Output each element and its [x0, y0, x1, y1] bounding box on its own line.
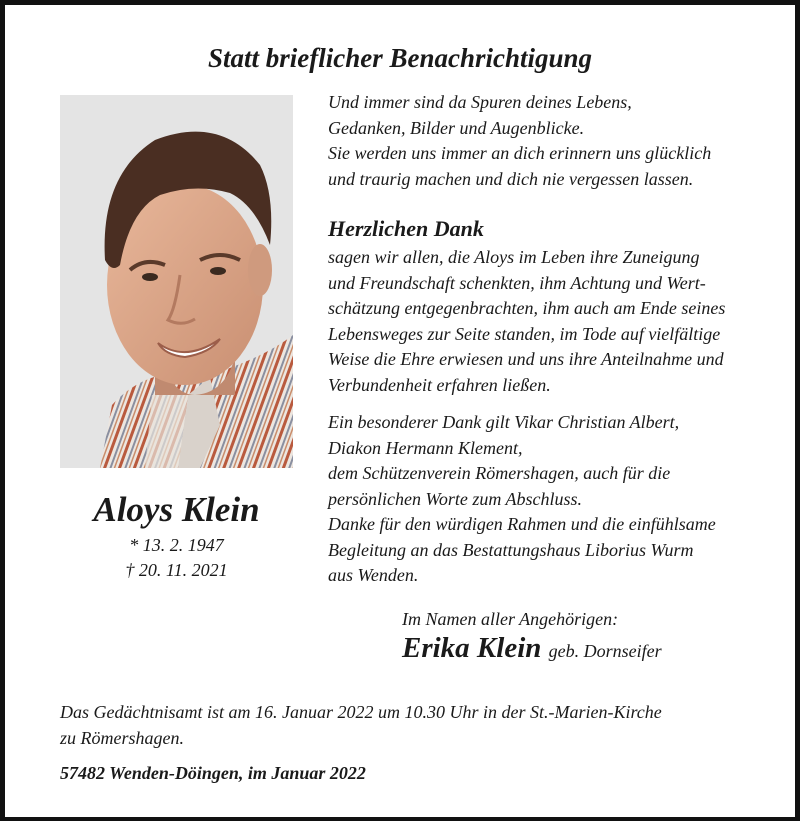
poem-line: Und immer sind da Spuren deines Lebens, — [328, 92, 632, 112]
thanks-line: sagen wir allen, die Aloys im Leben ihre Zuneigung — [328, 247, 700, 267]
birth-date: * 13. 2. 1947 — [129, 535, 224, 555]
portrait-photo — [60, 95, 293, 468]
thanks-line: Verbundenheit erfahren ließen. — [328, 374, 551, 395]
special-thanks-line: Begleitung an das Bestattungshaus Liborius Wurm — [328, 539, 694, 560]
thanks-heading: Herzlichen Dank — [328, 216, 484, 241]
signer-maiden-name: geb. Dornseifer — [548, 641, 662, 661]
poem-line: Gedanken, Bilder und Augenblicke. — [328, 117, 585, 138]
headline: Statt brieflicher Benachrichtigung — [207, 43, 593, 73]
thanks-line: schätzung entgegenbrachten, ihm auch am Ende seines — [328, 298, 726, 318]
signer — [402, 632, 662, 665]
thanks-line: Weise die Ehre erwiesen und uns ihre Anteilnahme und — [328, 349, 724, 369]
deceased-name: Aloys Klein — [93, 490, 260, 529]
death-date: † 20. 11. 2021 — [125, 560, 228, 580]
special-thanks-line: persönlichen Worte zum Abschluss. — [328, 488, 582, 509]
poem-line: Sie werden uns immer an dich erinnern uns glücklich — [328, 143, 712, 163]
signed-intro: Im Namen aller Angehörigen: — [402, 609, 619, 629]
special-thanks-line: Danke für den würdigen Rahmen und die einfühlsame — [328, 514, 716, 534]
thanks-line: und Freundschaft schenkten, ihm Achtung und Wert- — [328, 272, 706, 293]
memorial-line: zu Römershagen. — [60, 727, 184, 748]
memorial-line: Das Gedächtnisamt ist am 16. Januar 2022 um 10.30 Uhr in der St.-Marien-Kirche — [60, 702, 662, 722]
portrait-illustration — [60, 95, 293, 468]
thanks-text — [328, 245, 725, 398]
thanks-line: Lebensweges zur Seite standen, im Tode auf vielfältige — [328, 323, 721, 344]
poem — [328, 90, 711, 192]
special-thanks-line: dem Schützenverein Römershagen, auch für die — [328, 463, 671, 483]
poem-line: und traurig machen und dich nie vergessen lassen. — [328, 168, 694, 189]
place-date: 57482 Wenden-Döingen, im Januar 2022 — [60, 763, 366, 783]
special-thanks-line: Ein besonderer Dank gilt Vikar Christian Albert, — [328, 412, 680, 432]
memorial-mass-info — [60, 700, 662, 751]
special-thanks-line: aus Wenden. — [328, 565, 419, 585]
special-thanks — [328, 410, 716, 589]
signer-name: Erika Klein — [402, 632, 542, 664]
special-thanks-line: Diakon Hermann Klement, — [328, 437, 523, 458]
